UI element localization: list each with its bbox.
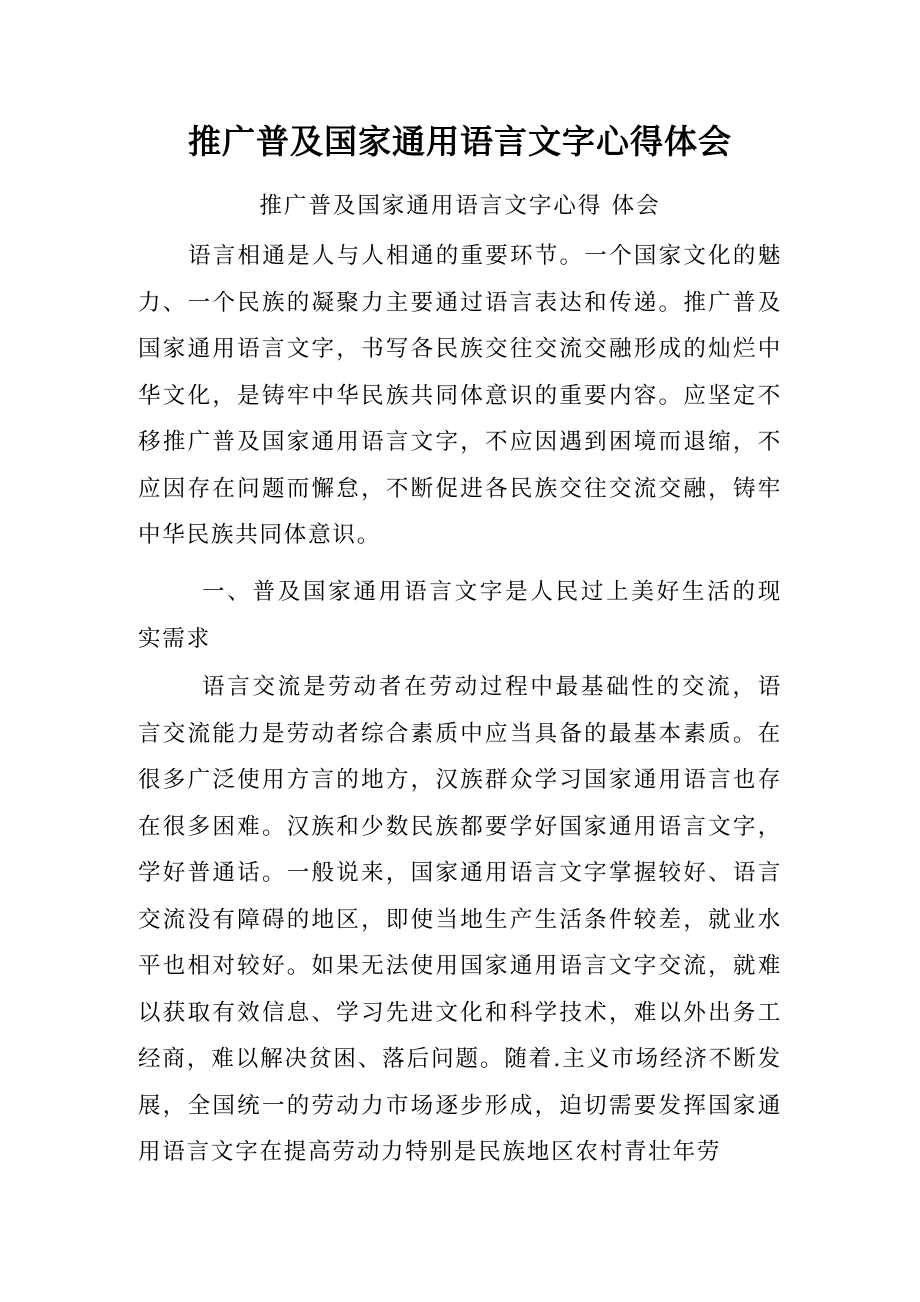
- document-title: 推广普及国家通用语言文字心得体会: [188, 122, 732, 161]
- document-subtitle: 推广普及国家通用语言文字心得 体会: [259, 193, 661, 219]
- paragraph-section-1: 语言交流是劳动者在劳动过程中最基础性的交流，语言交流能力是劳动者综合素质中应当具备的最基本素质。在很多广泛使用方言的地方，汉族群众学习国家通用语言也存在很多困难。汉族和少数民族都要学好国家通用语言文字，学好普通话。一般说来，国家通用语言文字掌握较好、语言交流没有障碍的地区，即使当地生产生活条件较差，就业水平也相对较好。如果无法使用国家通用语言文字交流，就难以获取有效信息、学习先进文化和科学技术，难以外出务工经商，难以解决贫困、落后问题。随着.主义市场经济不断发展，全国统一的劳动力市场逐步形成，迫切需要发挥国家通用语言文字在提高劳动力特别是民族地区农村青壮年劳: [138, 674, 782, 1165]
- section-heading-1: 一、普及国家通用语言文字是人民过上美好生活的现实需求: [138, 579, 782, 652]
- paragraph-intro: 语言相通是人与人相通的重要环节。一个国家文化的魅力、一个民族的凝聚力主要通过语言表达和传递。推广普及国家通用语言文字，书写各民族交往交流交融形成的灿烂中华文化，是铸牢中华民族共同体意识的重要内容。应坚定不移推广普及国家通用语言文字，不应因遇到困境而退缩，不应因存在问题而懈怠，不断促进各民族交往交流交融，铸牢中华民族共同体意识。: [138, 243, 782, 548]
